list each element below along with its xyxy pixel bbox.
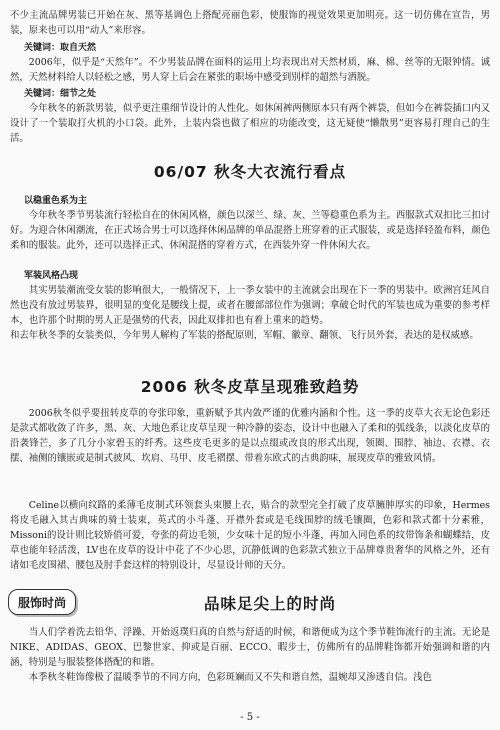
military-style-label: 军装风格凸现: [24, 271, 79, 281]
coat-trends-body: [0, 193, 500, 253]
fur-trends-paragraph-1: 2006秋冬似乎要扭转皮草的夸张印象，重新赋予其内敛严谨的优雅内涵和个性。这一季的皮草大衣无论色彩还是款式都收敛了许多，黑、灰、大地色系让皮草呈现一种冷静的姿态，设计中也融入了柔和的弧线条，以淡化皮草的沿袭锋芒，多了几分小家碧玉的纤秀。这些皮毛更多的是以点缀或改良的形式出现，领圈、围脖、袖边、衣襟、衣摆、袖侧的镶嵌或是制式披风、坎肩、马甲、皮毛褶摆、带着东欧式的古典韵味，展现皮草的雅致风情。: [10, 408, 490, 464]
intro-section: [0, 8, 500, 38]
steady-colors-text: 今年秋冬季节男装流行轻松自在的休闲风格，颜色以深兰、绿、灰、兰等稳重色系为主。西服款式双扣比三扣讨好。为迎合休闲潮流，在正式场合男士可以选择休闲品牌的单品混搭上班穿着的正式服装，或是选择轻盈布料，颜色柔和的服装。此外，还可以选择正式、休闲混搭的穿着方式，在西装外穿一件休闲大衣。: [10, 210, 490, 251]
keyword-detail-label: 关键词：细节之处: [24, 89, 97, 99]
page-number: - 5 -: [240, 712, 260, 723]
coat-trends-title: 06/07 秋冬大衣流行看点: [153, 163, 347, 181]
military-style-text-2: 和去年秋冬季的女装类似，今年男人解构了军装的搭配原则，军帽、徽章、翻领、飞行员外套，表达的是权威感。: [10, 330, 479, 341]
keyword-natural-label: 关键词：取自天然: [24, 43, 97, 53]
fur-trends-title: 2006 秋冬皮草呈现雅致趋势: [140, 378, 360, 396]
fur-trends-body: [0, 406, 500, 466]
shoe-fashion-title: 品味足尖上的时尚: [203, 595, 336, 613]
keyword-natural-section: [0, 40, 500, 85]
shoe-fashion-paragraph-2: 本季秋冬鞋饰像极了温暖季节的不同方向，色彩斑斓而又不失和谐自然，温婉却又渗透自信。浅色: [28, 672, 432, 683]
shoe-fashion-section: [0, 592, 500, 614]
steady-colors-label: 以稳重色系为主: [24, 196, 88, 206]
keyword-detail-text: 今年秋冬的新款男装，似乎更注重细节设计的人性化。如休闲裤两侧原本只有两个裤袋，但如今在裤袋插口内又设计了一个装取打火机的小口袋。此外，上装内袋也做了相应的功能改变，这无疑使“懒散男”更容易打理自己的生活。: [10, 103, 490, 144]
fur-brands-body: [0, 498, 500, 573]
military-style-body: [0, 268, 500, 343]
intro-paragraph: 不少主流品牌男装已开始在灰、黑等基调色上搭配亮丽色彩，使服饰的视觉效果更加明亮。这一切仿佛在宣告，男装，原来也可以用“动人”来形容。: [10, 10, 490, 36]
fur-trends-paragraph-2: Celine以横向纹路的柔薄毛皮制式环领套头束腰上衣，贴合的款型完全打破了皮草臃肿厚实的印象，Hermes将皮毛融入其古典味的骑士装束，英式的小斗蓬、开襟外套或是毛线围脖的绒毛镶圈，色彩和款式都十分素雅，Missoni的设计则比较矫俏可爱，夸张的荷边毛领，少女味十足的短小斗蓬，再加入同色系的纹带饰条和蝴蝶结，皮草也能年轻活泼，LV也在皮草的设计中花了不少心思，沉静低调的色彩款式独立于品牌尊贵奢华的风格之外，还有诸如毛皮围裙、腰包及肘手套这样的特别设计，尽显设计师的天分。: [10, 500, 490, 571]
shoe-fashion-paragraph-1: 当人们学着洗去铅华、浮躁、开始返璞归真的自然与舒适的时候，和谐便成为这个季节鞋饰流行的主流。无论是NIKE、ADIDAS、GEOX、巴黎世家、抑或是百丽、ECCO、暇步士，仿佛所有的品牌鞋饰都开始强调和谐的内涵，特别是与服装整体搭配的和谐。: [10, 627, 490, 668]
shoe-fashion-body: [0, 625, 500, 685]
keyword-natural-text: 2006年，似乎是“天然年”。不少男装品牌在面料的运用上均表现出对天然材质，麻、棉、丝等的无限钟情。诚然，天然材料给人以轻松之感，男人穿上后会在紧张的职场中感受到别样的超然与洒脱。: [10, 57, 490, 83]
keyword-detail-section: [0, 86, 500, 146]
coat-trends-section: [0, 160, 500, 182]
fur-trends-section: [0, 375, 500, 397]
fashion-section-badge: 服饰时尚: [8, 589, 76, 615]
military-style-text-1: 其实男装潮流受女装的影响很大，一般情况下，上一季女装中的主流就会出现在下一季的男装中。欧洲宫廷风自然也没有放过男装界，很明显的变化是腰线上提，或者在腰部部位作为强调；拿破仑时代的军装也成为重要的参考样本，也许那个时期的男人正是强势的代表，因此双排扣也有着上重来的趋势。: [10, 285, 490, 326]
